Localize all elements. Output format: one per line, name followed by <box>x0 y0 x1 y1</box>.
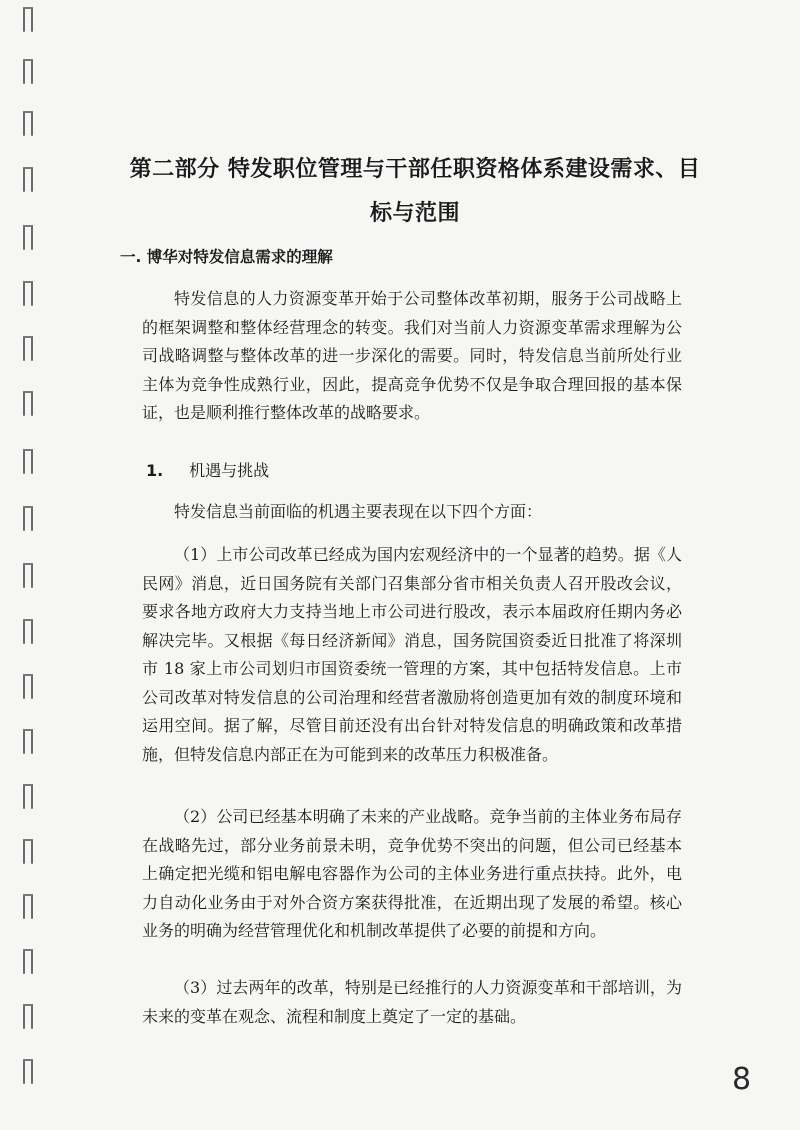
binding-hole-icon <box>18 224 38 252</box>
binding-hole-icon <box>18 1003 38 1031</box>
binding-hole-icon <box>18 448 38 476</box>
binding-hole-icon <box>18 893 38 921</box>
binding-hole-icon <box>18 166 38 194</box>
binding-hole-icon <box>18 618 38 646</box>
list-item: （1）上市公司改革已经成为国内宏观经济中的一个显著的趋势。据《人民网》消息，近日国务院有关部门召集部分省市相关负责人召开股改会议，要求各地方政府大力支持当地上市公司进行股改，表示本届政府任期内务必解决完毕。又根据《每日经济新闻》消息，国务院国资委近日批准了将深圳市 18 家上市公司划归市国资委统一管理的方案，其中包括特发信息。上市公司改革对特发信息的公司治理和经营者激励将创造更加有效的制度环境和运用空间。据了解，尽管目前还没有出台针对特发信息的明确政策和改革措施，但特发信息内部正在为可能到来的改革压力积极准备。 <box>142 545 682 764</box>
binding-hole-icon <box>18 673 38 701</box>
binding-hole-icon <box>18 335 38 363</box>
lead-in-paragraph: 特发信息当前面临的机遇主要表现在以下四个方面： <box>174 502 543 521</box>
binding-hole-icon <box>18 58 38 86</box>
binding-hole-icon <box>18 838 38 866</box>
list-item: （3）过去两年的改革，特别是已经推行的人力资源变革和干部培训，为未来的变革在观念、流程和制度上奠定了一定的基础。 <box>142 978 682 1026</box>
binding-hole-icon <box>18 562 38 590</box>
binding-hole-icon <box>18 390 38 418</box>
subsection-number: 1. <box>146 461 164 480</box>
binding-hole-icon <box>18 1058 38 1086</box>
intro-paragraph: 特发信息的人力资源变革开始于公司整体改革初期，服务于公司战略上的框架调整和整体经营理念的转变。我们对当前人力资源变革需求理解为公司战略调整与整体改革的进一步深化的需要。同时，特发信息当前所处行业主体为竞争性成熟行业，因此，提高竞争优势不仅是争取合理回报的基本保证，也是顺利推行整体改革的战略要求。 <box>142 289 682 422</box>
binding-holes <box>18 0 42 1130</box>
page-number: 8 <box>732 1062 752 1097</box>
binding-hole-icon <box>18 948 38 976</box>
subsection-heading <box>142 457 269 485</box>
list-item: （2）公司已经基本明确了未来的产业战略。竞争当前的主体业务布局存在战略先过，部分业务前景未明，竞争优势不突出的问题，但公司已经基本上确定把光缆和铝电解电容器作为公司的主体业务进行重点扶持。此外，电力自动化业务由于对外合资方案获得批准，在近期出现了发展的希望。核心业务的明确为经营管理优化和机制改革提供了必要的前提和方向。 <box>142 807 682 940</box>
binding-hole-icon <box>18 728 38 756</box>
subsection-title: 机遇与挑战 <box>189 461 270 480</box>
binding-hole-icon <box>18 6 38 34</box>
binding-hole-icon <box>18 505 38 533</box>
binding-hole-icon <box>18 280 38 308</box>
binding-hole-icon <box>18 783 38 811</box>
page-title: 第二部分 特发职位管理与干部任职资格体系建设需求、目标与范围 <box>129 157 701 226</box>
section-heading: 一. 博华对特发信息需求的理解 <box>120 248 333 266</box>
binding-hole-icon <box>18 110 38 138</box>
